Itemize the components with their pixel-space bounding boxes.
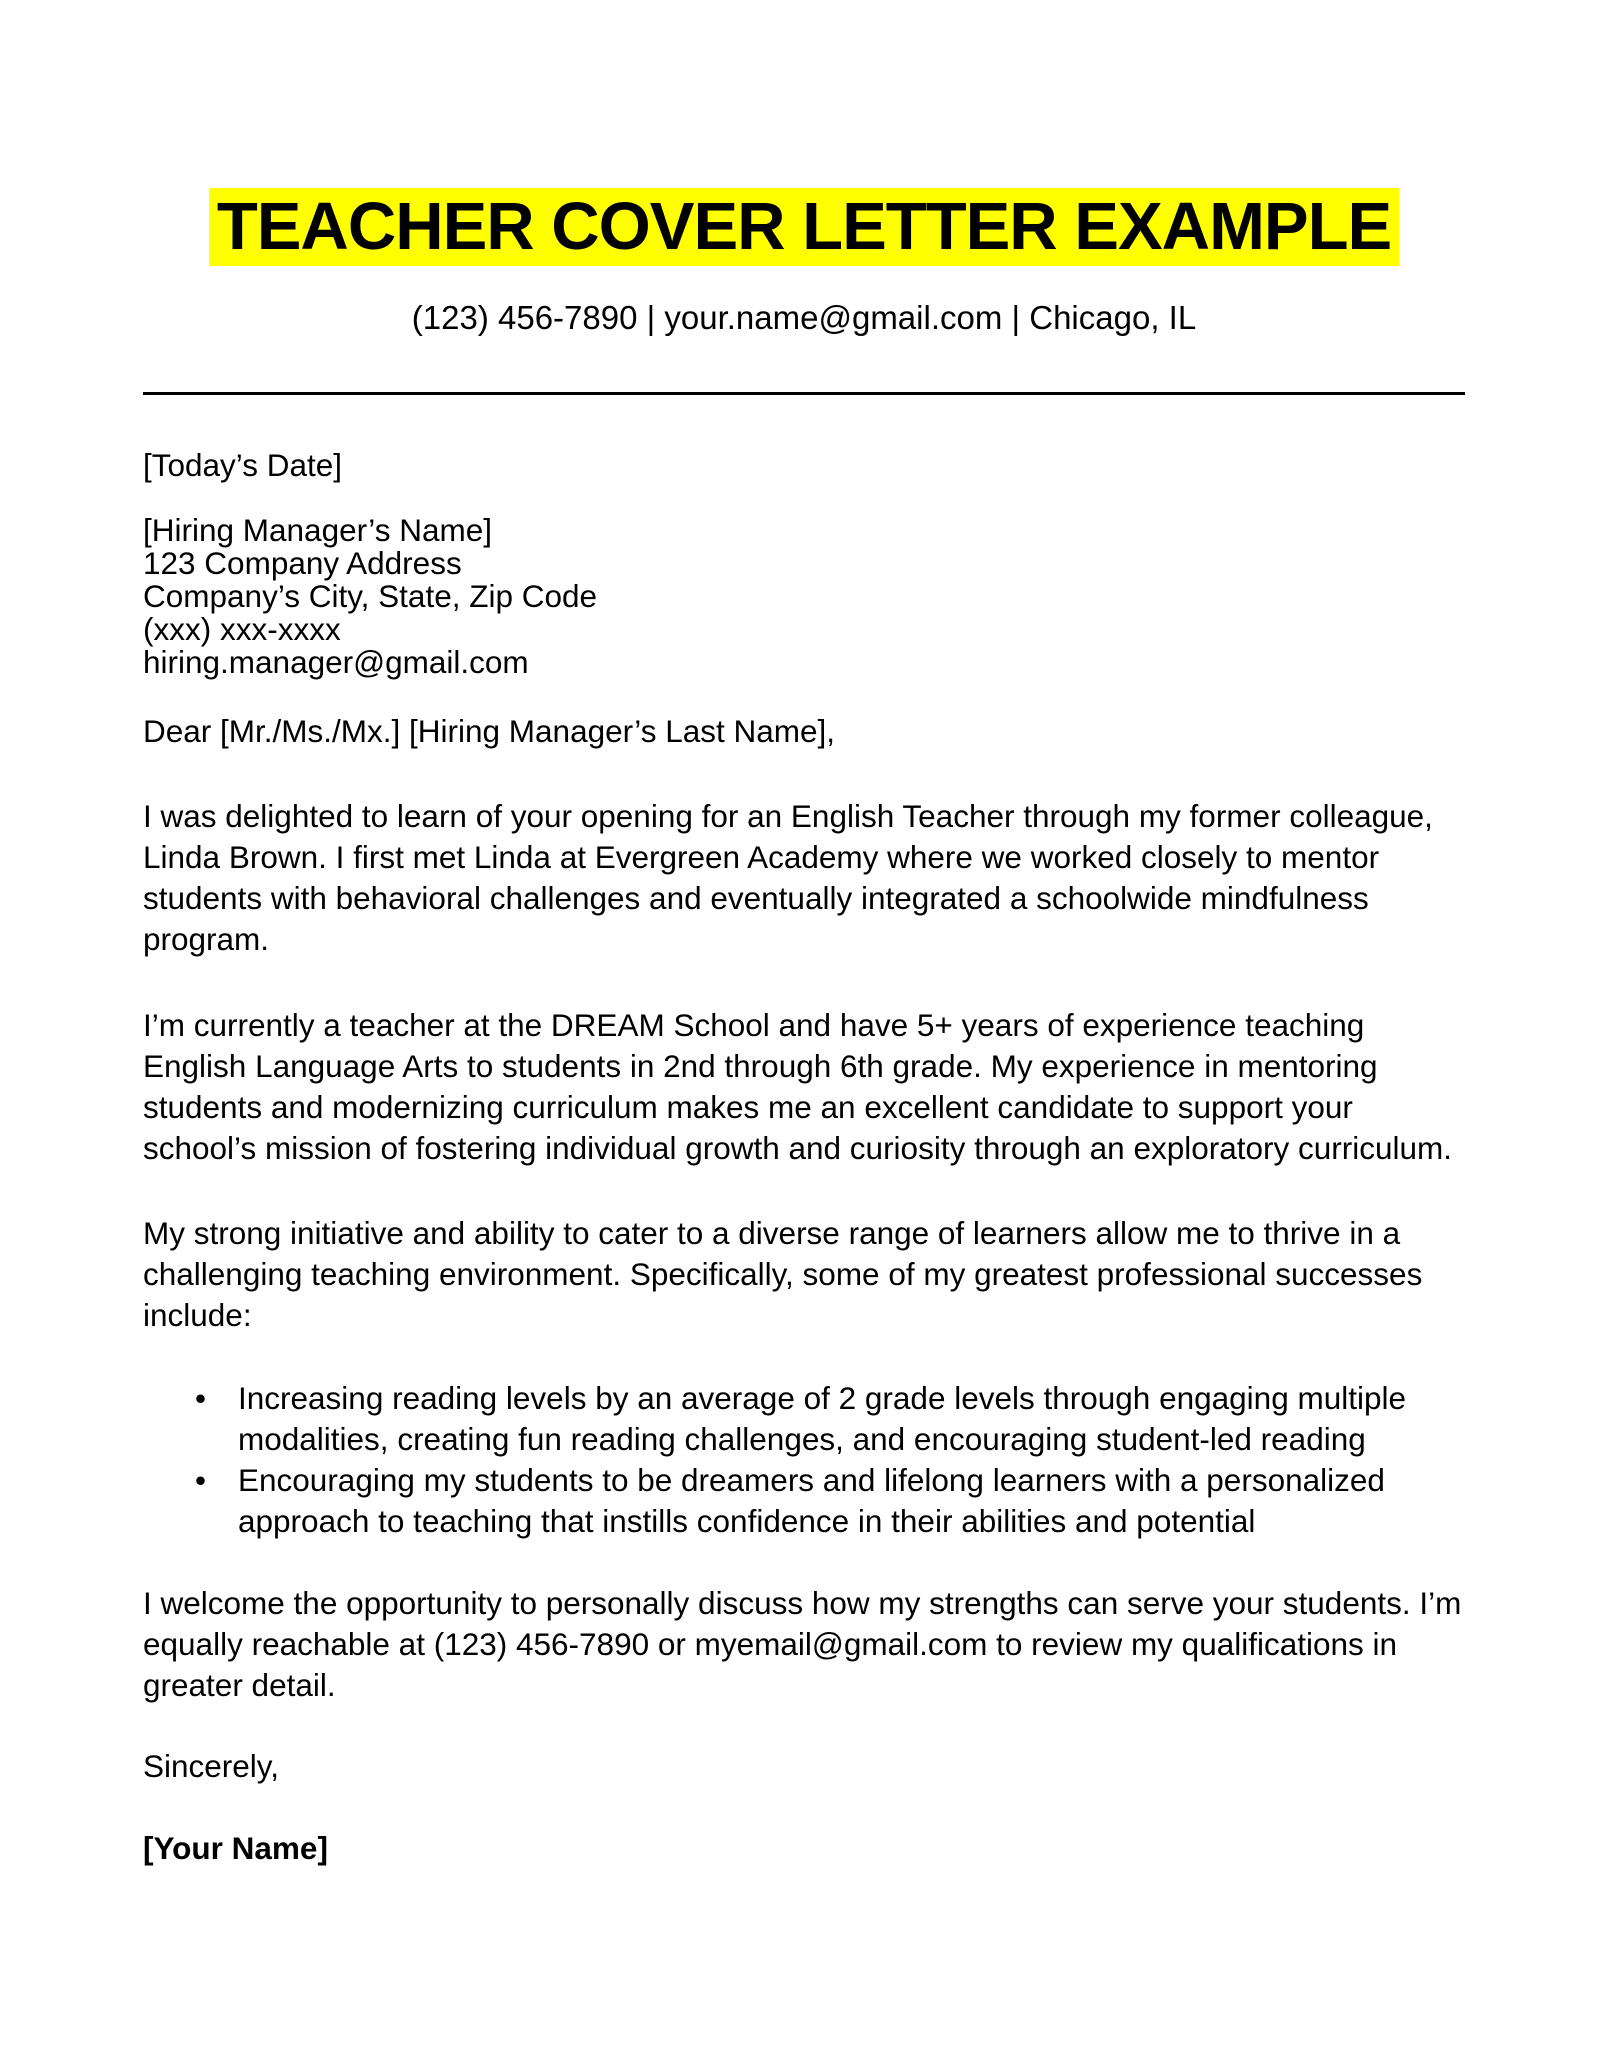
achievement-text: Encouraging my students to be dreamers and lifelong learners with a personalized approach to teaching that instills confidence in their abilities and potential [238, 1462, 1385, 1539]
recipient-email-line: hiring.manager@gmail.com [143, 644, 529, 680]
title-block [143, 0, 1465, 266]
divider-rule [143, 392, 1465, 395]
achievement-text: Increasing reading levels by an average of 2 grade levels through engaging multiple modalities, creating fun reading challenges, and encouraging student-led reading [238, 1380, 1407, 1457]
achievements-list [143, 1378, 1465, 1542]
achievement-item [195, 1378, 1465, 1460]
date-line: [Today’s Date] [143, 447, 343, 483]
signoff-line: Sincerely, [143, 1748, 279, 1784]
strengths-paragraph: My strong initiative and ability to cater to a diverse range of learners allow me to thrive in a challenging teaching environment. Specifically, some of my greatest professional successes include: [143, 1215, 1423, 1333]
bullet-icon: • [195, 1462, 207, 1498]
intro-paragraph: I was delighted to learn of your opening for an English Teacher through my former colleague, Linda Brown. I first met Linda at Evergreen Academy where we worked closely to mentor students with behavioral challenges and eventually integrated a schoolwide mindfulness program. [143, 798, 1433, 957]
experience-paragraph: I’m currently a teacher at the DREAM School and have 5+ years of experience teaching English Language Arts to students in 2nd through 6th grade. My experience in mentoring students and modernizing curriculum makes me an excellent candidate to support your school’s mission of fostering individual growth and curiosity through an exploratory curriculum. [143, 1007, 1453, 1166]
recipient-phone-line: (xxx) xxx-xxxx [143, 611, 341, 647]
signature-name: [Your Name] [143, 1830, 328, 1866]
closing-paragraph: I welcome the opportunity to personally discuss how my strengths can serve your students. I’m equally reachable at (123) 456-7890 or myemail@gmail.com to review my qualifications in greater detail. [143, 1585, 1462, 1703]
page-title: TEACHER COVER LETTER EXAMPLE [209, 188, 1399, 266]
recipient-city-line: Company’s City, State, Zip Code [143, 578, 598, 614]
bullet-icon: • [195, 1380, 207, 1416]
achievement-item [195, 1460, 1465, 1542]
recipient-street-line: 123 Company Address [143, 545, 462, 581]
recipient-name-line: [Hiring Manager’s Name] [143, 512, 492, 548]
contact-line: (123) 456-7890 | your.name@gmail.com | Chicago, IL [411, 299, 1197, 336]
recipient-block [143, 514, 1465, 679]
salutation-line: Dear [Mr./Ms./Mx.] [Hiring Manager’s Last Name], [143, 713, 836, 749]
